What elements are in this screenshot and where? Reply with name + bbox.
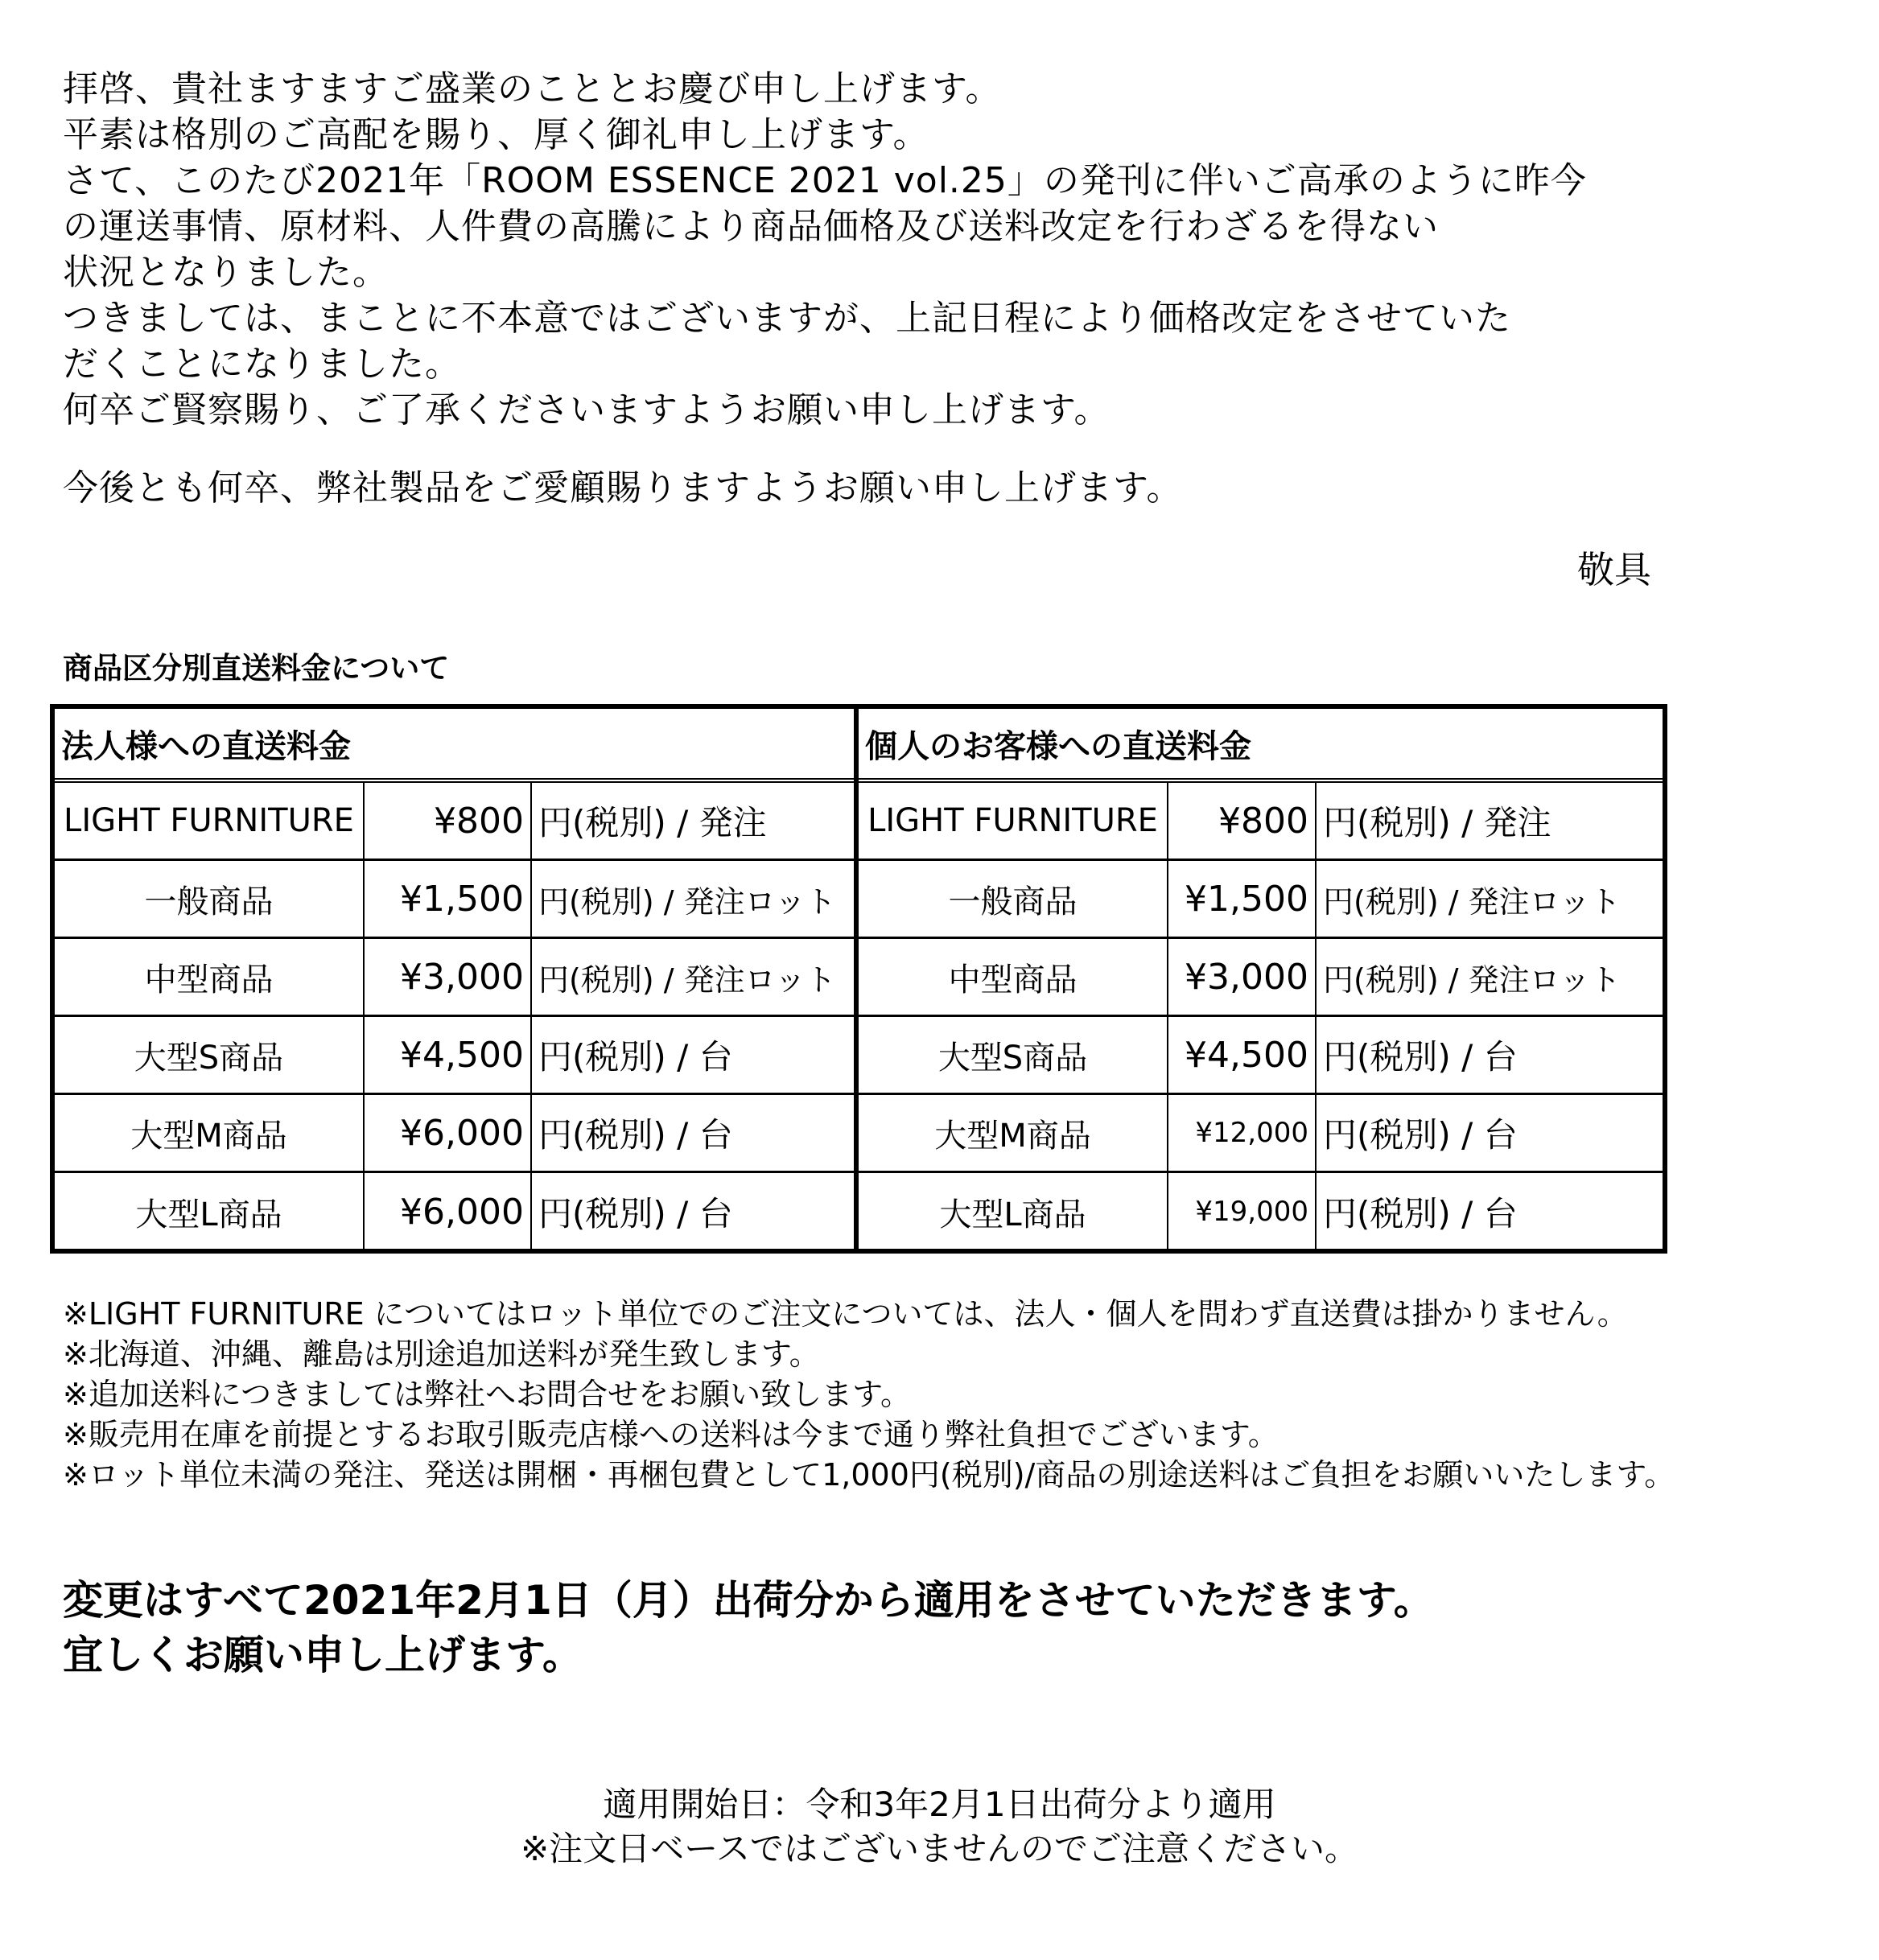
table-row: [55, 939, 854, 1017]
category-cell: 大型L商品: [55, 1173, 365, 1250]
category-cell: LIGHT FURNITURE: [859, 783, 1168, 859]
corporate-header: 法人様への直送料金: [55, 709, 854, 783]
letter-line: 状況となりました。: [63, 252, 389, 293]
price-cell: ¥800: [365, 783, 532, 859]
table-row: [859, 1017, 1663, 1095]
category-cell: 大型M商品: [859, 1095, 1168, 1171]
corporate-panel: [55, 709, 859, 1249]
change-notice-line: 宜しくお願い申し上げます。: [63, 1632, 583, 1678]
note-item: ※北海道、沖縄、離島は別途追加送料が発生致します。: [63, 1336, 820, 1372]
category-cell: 一般商品: [55, 861, 365, 937]
letter-line: だくことになりました。: [63, 344, 461, 385]
note-item: ※追加送料につきましては弊社へお問合せをお願い致します。: [63, 1377, 912, 1412]
price-cell: ¥6,000: [365, 1095, 532, 1171]
unit-cell: 円(税別) / 発注: [538, 803, 767, 842]
table-row: [859, 939, 1663, 1017]
unit-cell: 円(税別) / 台: [538, 1037, 733, 1077]
unit-cell: 円(税別) / 台: [1323, 1037, 1518, 1077]
individual-panel: [859, 709, 1663, 1249]
unit-cell: 円(税別) / 台: [1323, 1115, 1518, 1155]
price-cell: ¥6,000: [365, 1173, 532, 1250]
letter-line: 何卒ご賢察賜り、ご了承くださいますようお願い申し上げます。: [63, 389, 1111, 430]
price-cell: ¥800: [1168, 783, 1317, 859]
table-row: [859, 783, 1663, 861]
apply-date-block: [0, 1782, 1879, 1871]
shipping-fee-table: [50, 704, 1667, 1254]
paragraph-gap: [63, 433, 1587, 465]
change-notice: [63, 1573, 1434, 1682]
note-item: ※販売用在庫を前提とするお取引販売店様への送料は今まで通り弊社負担でございます。: [63, 1417, 1279, 1452]
category-cell: 中型商品: [55, 939, 365, 1015]
table-row: [55, 1173, 854, 1250]
letter-body: [63, 66, 1587, 511]
unit-cell: 円(税別) / 台: [538, 1194, 733, 1233]
price-cell: ¥4,500: [1168, 1017, 1317, 1093]
letter-line: 平素は格別のご高配を賜り、厚く御礼申し上げます。: [63, 114, 929, 155]
table-row: [859, 1173, 1663, 1250]
table-row: [55, 1017, 854, 1095]
table-row: [55, 1095, 854, 1173]
table-title: 商品区分別直送料金について: [63, 651, 450, 686]
price-cell: ¥19,000: [1168, 1173, 1317, 1250]
unit-cell: 円(税別) / 発注ロット: [1323, 961, 1621, 998]
table-row: [55, 861, 854, 939]
apply-caution: ※注文日ベースではございませんのでご注意ください。: [520, 1829, 1359, 1868]
category-cell: 大型S商品: [859, 1017, 1168, 1093]
note-item: ※ロット単位未満の発注、発送は開梱・再梱包費として1,000円(税別)/商品の別途送料はご負担をお願いいたします。: [63, 1457, 1675, 1493]
table-row: [859, 1095, 1663, 1173]
note-item: ※LIGHT FURNITURE についてはロット単位でのご注文については、法人・個人を問わず直送費は掛かりません。: [63, 1296, 1628, 1332]
letter-line: 拝啓、貴社ますますご盛業のこととお慶び申し上げます。: [63, 68, 1002, 109]
closing-salutation: 敬具: [1577, 548, 1651, 591]
category-cell: 大型S商品: [55, 1017, 365, 1093]
price-cell: ¥3,000: [1168, 939, 1317, 1015]
unit-cell: 円(税別) / 発注ロット: [538, 883, 836, 920]
unit-cell: 円(税別) / 台: [538, 1115, 733, 1155]
category-cell: 大型L商品: [859, 1173, 1168, 1250]
change-notice-line: 変更はすべて2021年2月1日（月）出荷分から適用をさせていただきます。: [63, 1577, 1434, 1624]
category-cell: 大型M商品: [55, 1095, 365, 1171]
letter-line: の運送事情、原材料、人件費の高騰により商品価格及び送料改定を行わざるを得ない: [63, 206, 1439, 247]
letter-line: 今後とも何卒、弊社製品をご愛顧賜りますようお願い申し上げます。: [63, 467, 1183, 509]
unit-cell: 円(税別) / 発注ロット: [1323, 883, 1621, 920]
price-cell: ¥3,000: [365, 939, 532, 1015]
price-cell: ¥4,500: [365, 1017, 532, 1093]
notes-list: [63, 1294, 1675, 1495]
category-cell: LIGHT FURNITURE: [55, 783, 365, 859]
apply-date: 適用開始日：令和3年2月1日出荷分より適用: [603, 1785, 1276, 1824]
unit-cell: 円(税別) / 台: [1323, 1194, 1518, 1233]
category-cell: 中型商品: [859, 939, 1168, 1015]
price-cell: ¥12,000: [1168, 1095, 1317, 1171]
unit-cell: 円(税別) / 発注: [1323, 803, 1551, 842]
price-cell: ¥1,500: [1168, 861, 1317, 937]
letter-line: つきましては、まことに不本意ではございますが、上記日程により価格改定をさせていた: [63, 298, 1511, 339]
letter-line: さて、このたび2021年「ROOM ESSENCE 2021 vol.25」の発刊に伴いご高承のように昨今: [63, 160, 1587, 201]
price-cell: ¥1,500: [365, 861, 532, 937]
category-cell: 一般商品: [859, 861, 1168, 937]
individual-header: 個人のお客様への直送料金: [859, 709, 1663, 783]
unit-cell: 円(税別) / 発注ロット: [538, 961, 836, 998]
table-row: [55, 783, 854, 861]
table-row: [859, 861, 1663, 939]
